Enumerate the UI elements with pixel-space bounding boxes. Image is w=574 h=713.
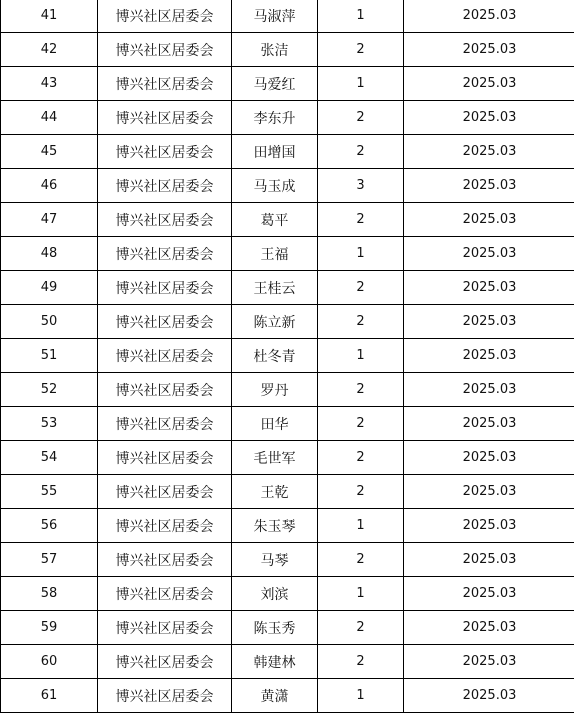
row-number-cell: 50 [1,305,98,339]
table-row [1,169,574,203]
row-number-cell: 49 [1,271,98,305]
date-cell: 2025.03 [404,543,574,577]
table-row [1,305,574,339]
unit-cell: 博兴社区居委会 [98,0,232,33]
table-row [1,645,574,679]
unit-cell: 博兴社区居委会 [98,101,232,135]
date-cell: 2025.03 [404,373,574,407]
table-row [1,679,574,713]
count-cell: 1 [318,0,404,33]
person-name-cell: 陈玉秀 [232,611,318,645]
unit-cell: 博兴社区居委会 [98,203,232,237]
unit-cell: 博兴社区居委会 [98,611,232,645]
count-cell: 2 [318,203,404,237]
date-cell: 2025.03 [404,0,574,33]
person-name-cell: 黄潇 [232,679,318,713]
table-row [1,101,574,135]
person-name-cell: 田华 [232,407,318,441]
table-row [1,407,574,441]
date-cell: 2025.03 [404,577,574,611]
unit-cell: 博兴社区居委会 [98,271,232,305]
row-number-cell: 48 [1,237,98,271]
date-cell: 2025.03 [404,475,574,509]
person-name-cell: 马淑萍 [232,0,318,33]
date-cell: 2025.03 [404,509,574,543]
row-number-cell: 55 [1,475,98,509]
row-number-cell: 59 [1,611,98,645]
count-cell: 2 [318,611,404,645]
count-cell: 1 [318,339,404,373]
table-row [1,577,574,611]
table-row [1,543,574,577]
count-cell: 2 [318,441,404,475]
row-number-cell: 53 [1,407,98,441]
person-name-cell: 李东升 [232,101,318,135]
count-cell: 1 [318,237,404,271]
unit-cell: 博兴社区居委会 [98,373,232,407]
table-row [1,611,574,645]
date-cell: 2025.03 [404,305,574,339]
date-cell: 2025.03 [404,441,574,475]
row-number-cell: 51 [1,339,98,373]
person-name-cell: 韩建林 [232,645,318,679]
person-name-cell: 王乾 [232,475,318,509]
person-name-cell: 田增国 [232,135,318,169]
count-cell: 2 [318,475,404,509]
person-name-cell: 王桂云 [232,271,318,305]
date-cell: 2025.03 [404,679,574,713]
table-row [1,0,574,33]
unit-cell: 博兴社区居委会 [98,645,232,679]
count-cell: 1 [318,577,404,611]
unit-cell: 博兴社区居委会 [98,509,232,543]
person-name-cell: 毛世军 [232,441,318,475]
unit-cell: 博兴社区居委会 [98,169,232,203]
unit-cell: 博兴社区居委会 [98,441,232,475]
person-name-cell: 刘滨 [232,577,318,611]
table-row [1,373,574,407]
date-cell: 2025.03 [404,203,574,237]
count-cell: 2 [318,305,404,339]
person-name-cell: 张洁 [232,33,318,67]
row-number-cell: 46 [1,169,98,203]
table-row [1,135,574,169]
row-number-cell: 43 [1,67,98,101]
person-name-cell: 陈立新 [232,305,318,339]
table-row [1,475,574,509]
count-cell: 2 [318,271,404,305]
unit-cell: 博兴社区居委会 [98,577,232,611]
count-cell: 2 [318,101,404,135]
person-name-cell: 罗丹 [232,373,318,407]
count-cell: 2 [318,407,404,441]
row-number-cell: 45 [1,135,98,169]
table-row [1,203,574,237]
unit-cell: 博兴社区居委会 [98,679,232,713]
row-number-cell: 58 [1,577,98,611]
person-name-cell: 葛平 [232,203,318,237]
unit-cell: 博兴社区居委会 [98,475,232,509]
person-name-cell: 王福 [232,237,318,271]
unit-cell: 博兴社区居委会 [98,237,232,271]
table-row [1,271,574,305]
row-number-cell: 56 [1,509,98,543]
table-row [1,237,574,271]
unit-cell: 博兴社区居委会 [98,339,232,373]
row-number-cell: 47 [1,203,98,237]
count-cell: 1 [318,67,404,101]
unit-cell: 博兴社区居委会 [98,135,232,169]
person-name-cell: 马琴 [232,543,318,577]
date-cell: 2025.03 [404,67,574,101]
unit-cell: 博兴社区居委会 [98,305,232,339]
count-cell: 1 [318,509,404,543]
table-row [1,33,574,67]
count-cell: 2 [318,543,404,577]
row-number-cell: 44 [1,101,98,135]
person-name-cell: 马玉成 [232,169,318,203]
date-cell: 2025.03 [404,101,574,135]
row-number-cell: 41 [1,0,98,33]
row-number-cell: 54 [1,441,98,475]
date-cell: 2025.03 [404,407,574,441]
table-row [1,339,574,373]
row-number-cell: 57 [1,543,98,577]
count-cell: 2 [318,645,404,679]
person-name-cell: 马爱红 [232,67,318,101]
date-cell: 2025.03 [404,611,574,645]
count-cell: 2 [318,33,404,67]
count-cell: 1 [318,679,404,713]
date-cell: 2025.03 [404,645,574,679]
date-cell: 2025.03 [404,271,574,305]
table-row [1,441,574,475]
roster-table-body [1,0,574,713]
unit-cell: 博兴社区居委会 [98,407,232,441]
table-row [1,67,574,101]
date-cell: 2025.03 [404,33,574,67]
table-row [1,509,574,543]
date-cell: 2025.03 [404,237,574,271]
date-cell: 2025.03 [404,135,574,169]
date-cell: 2025.03 [404,169,574,203]
date-cell: 2025.03 [404,339,574,373]
person-name-cell: 杜冬青 [232,339,318,373]
row-number-cell: 60 [1,645,98,679]
count-cell: 3 [318,169,404,203]
row-number-cell: 61 [1,679,98,713]
row-number-cell: 42 [1,33,98,67]
row-number-cell: 52 [1,373,98,407]
unit-cell: 博兴社区居委会 [98,67,232,101]
unit-cell: 博兴社区居委会 [98,543,232,577]
count-cell: 2 [318,373,404,407]
unit-cell: 博兴社区居委会 [98,33,232,67]
person-name-cell: 朱玉琴 [232,509,318,543]
count-cell: 2 [318,135,404,169]
